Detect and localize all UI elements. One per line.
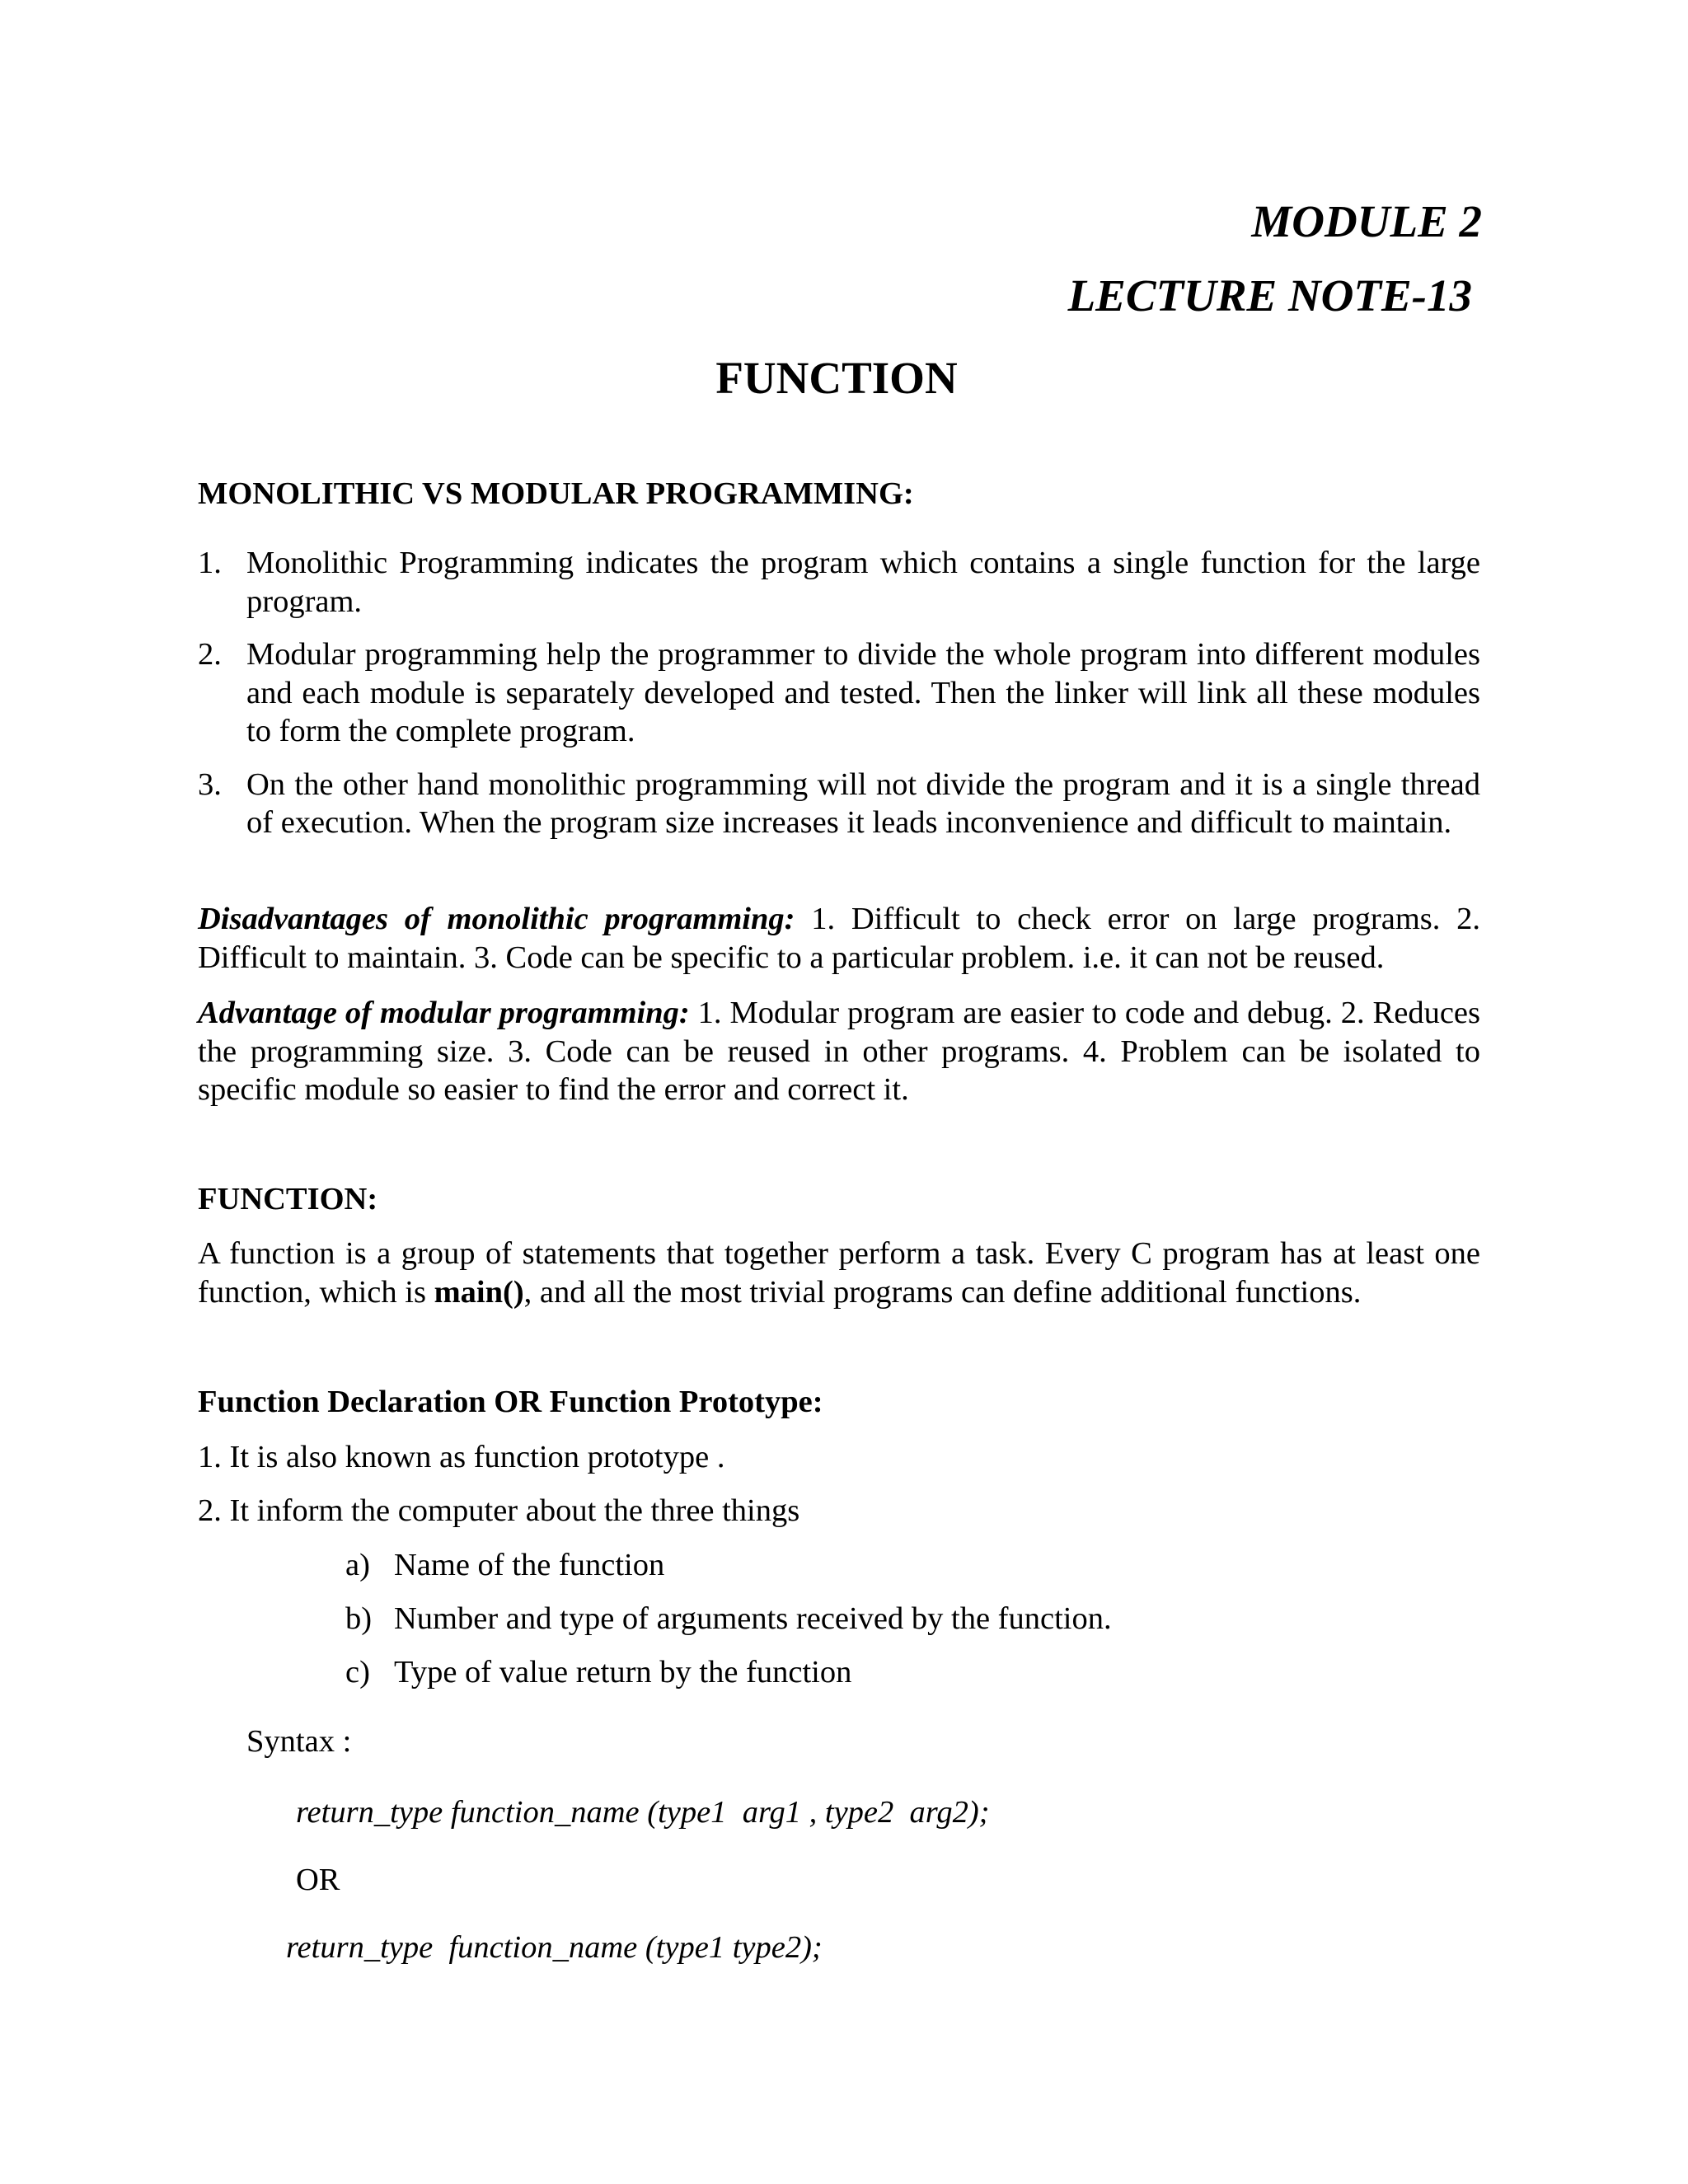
section-heading-mono-vs-modular: MONOLITHIC VS MODULAR PROGRAMMING: [198, 476, 914, 511]
subpoint-letter: c) [345, 1655, 370, 1690]
list-item [198, 544, 1480, 621]
section-heading-function: FUNCTION: [198, 1182, 378, 1216]
syntax-label: Syntax : [246, 1724, 352, 1759]
declaration-subpoint [345, 1546, 664, 1585]
list-item [198, 766, 1480, 842]
function-definition-paragraph [198, 1235, 1480, 1311]
list-item-text: Monolithic Programming indicates the program which contains a single function for the large program. [246, 546, 1480, 619]
page-title: FUNCTION [715, 353, 958, 403]
disadvantages-text: 1. Difficult to check error on large programs. 2. Difficult to maintain. 3. Code can be specific to a particular problem. i.e. it can not be reused. [198, 902, 1480, 975]
syntax-or: OR [296, 1863, 340, 1897]
disadvantages-lead: Disadvantages of monolithic programming: [198, 902, 795, 936]
disadvantages-paragraph [198, 900, 1480, 977]
function-text-before: A function is a group of statements that together perform a task. Every C program has at least one function, which is [198, 1236, 1480, 1310]
section-heading-declaration: Function Declaration OR Function Prototype: [198, 1385, 823, 1419]
declaration-subpoint [345, 1600, 1112, 1638]
declaration-point-2: 2. It inform the computer about the three things [198, 1493, 800, 1528]
declaration-subpoint [345, 1653, 851, 1692]
subpoint-letter: a) [345, 1548, 370, 1582]
subpoint-text: Number and type of arguments received by the function. [394, 1601, 1112, 1636]
mono-vs-modular-list [198, 544, 1480, 857]
syntax-line-2: return_type function_name (type1 type2); [286, 1930, 823, 1965]
list-item-text: Modular programming help the programmer to divide the whole program into different modules and each module is separately developed and tested. Then the linker will link all these modules to form the complete program. [246, 637, 1480, 749]
list-item [198, 635, 1480, 751]
function-text-after: , and all the most trivial programs can define additional functions. [523, 1274, 1362, 1310]
list-item-number: 3. [198, 766, 222, 802]
advantages-text: 1. Modular program are easier to code and debug. 2. Reduces the programming size. 3. Code can be reused in other programs. 4. Problem can be isolated to specific module so easier to find the error and correct it. [198, 996, 1480, 1108]
declaration-point-1: 1. It is also known as function prototype . [198, 1440, 725, 1474]
main-keyword: main() [434, 1274, 524, 1310]
advantages-lead: Advantage of modular programming: [198, 996, 690, 1030]
list-item-text: On the other hand monolithic programming will not divide the program and it is a single thread of execution. When the program size increases it leads inconvenience and difficult to maintain. [246, 766, 1480, 841]
subpoint-text: Type of value return by the function [394, 1655, 852, 1690]
subpoint-text: Name of the function [394, 1548, 665, 1582]
subpoint-letter: b) [345, 1601, 373, 1636]
list-item-number: 1. [198, 546, 222, 580]
syntax-line-1: return_type function_name (type1 arg1 , type2 arg2); [296, 1795, 990, 1830]
lecture-title: LECTURE NOTE-13 [1067, 270, 1472, 321]
list-item-number: 2. [198, 637, 222, 673]
module-title: MODULE 2 [1251, 196, 1482, 246]
advantages-paragraph [198, 994, 1480, 1109]
